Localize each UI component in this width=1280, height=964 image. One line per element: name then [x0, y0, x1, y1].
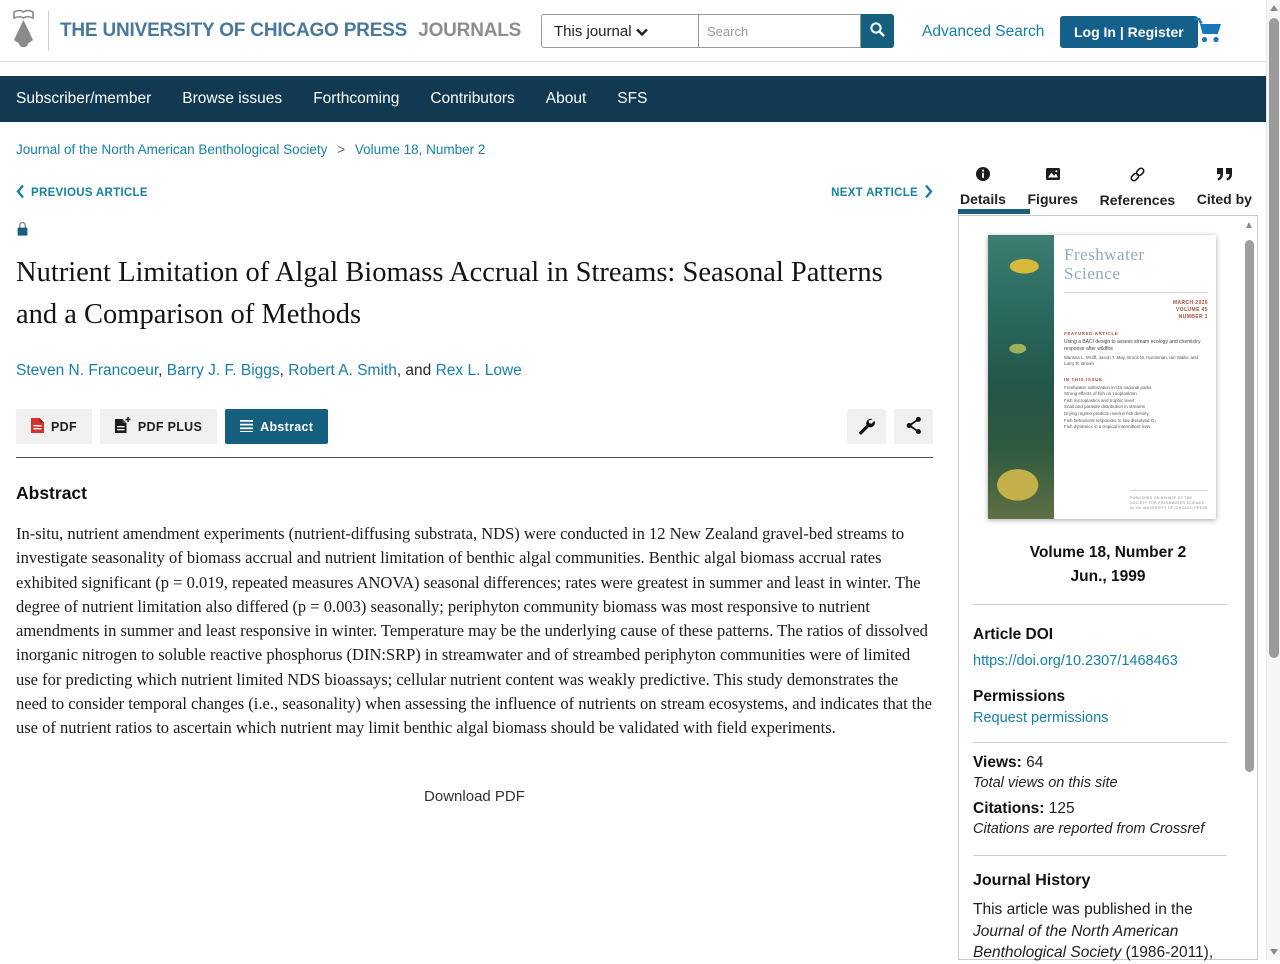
author-list: Steven N. Francoeur, Barry J. F. Biggs, Robert A. Smith, and Rex L. Lowe: [16, 362, 522, 379]
abstract-tab-button[interactable]: Abstract: [225, 409, 328, 444]
doi-link[interactable]: https://doi.org/10.2307/1468463: [973, 653, 1178, 669]
pdf-plus-button[interactable]: PDF PLUS: [100, 409, 217, 444]
cart-icon: [1192, 33, 1224, 48]
pdf-plus-file-icon: [115, 417, 131, 436]
pdf-file-icon: [31, 418, 44, 436]
cover-issue-date: MARCH 2026 VOLUME 45 NUMBER 1: [1172, 300, 1208, 320]
page-title: Nutrient Limitation of Algal Biomass Accrual in Streams: Seasonal Patterns and a Comparison of Methods: [16, 257, 883, 330]
views-row: Views: 64: [973, 754, 1044, 771]
cover-journal-title: Freshwater Science: [1064, 245, 1145, 283]
nav-item-forthcoming[interactable]: Forthcoming: [313, 90, 400, 107]
permissions-label: Permissions: [973, 688, 1066, 705]
download-pdf-link[interactable]: Download PDF: [424, 788, 525, 805]
panel-scrollbar-thumb[interactable]: [1245, 240, 1254, 772]
sidebar-tabs: [958, 166, 1254, 208]
restricted-access-lock-icon: [16, 220, 29, 242]
nav-item-contributors[interactable]: Contributors: [430, 90, 515, 107]
search-scope-dropdown[interactable]: [541, 14, 699, 48]
citations-row: Citations: 125: [973, 800, 1075, 817]
abstract-heading: Abstract: [16, 483, 87, 503]
cover-text-column: [1054, 235, 1216, 519]
abstract-text: In-situ, nutrient amendment experiments (nutrient-diffusing substrata, NDS) were conducted in 12 New Zealand gravel-bed streams to investigate seasonality of biomass accrual and nutrient limitation of benthic algal communities. Benthic algal biomass accrual rates exhibited significant (p = 0.019, repeated measures ANOVA) seasonal differences; rates were greatest in summer and least in winter. The degree of nutrient limitation also differed (p = 0.003) seasonally; periphyton community biomass was most responsive to nutrient amendments in summer and least responsive in winter. Temperature may be the underlying cause of these patterns. The ratios of dissolved inorganic nitrogen to soluble reactive phosphorus (DIN:SRP) in streamwater and of streambed periphyton communities were of limited use for predicting which nutrient limited NDS bioassays; cellular nutrient content was weakly predictive. This study demonstrates the need to consider temporal changes (i.e., seasonality) when assessing the influence of nutrients on stream ecosystems, and indicates that the use of nutrient ratios to ascertain which nutrient may limit benthic algal biomass should be validated with field experiments.: [16, 524, 932, 738]
wordmark: [60, 20, 521, 42]
tab-cited-by[interactable]: Cited by: [1195, 166, 1254, 208]
cart-button[interactable]: [1192, 15, 1224, 48]
nav-item-about[interactable]: About: [545, 90, 587, 107]
cover-featured-title: Using a BACI design to assess stream ecology and chemistry response after wildfire: [1064, 339, 1201, 352]
panel-scrollbar[interactable]: [1243, 216, 1256, 959]
nav-item-browse-issues[interactable]: Browse issues: [182, 90, 283, 107]
search-input[interactable]: [699, 14, 861, 48]
details-panel: [958, 215, 1258, 960]
cover-in-this-issue-label: IN THIS ISSUE: [1064, 376, 1103, 382]
page-scrollbar[interactable]: [1266, 0, 1280, 960]
views-note: Total views on this site: [973, 775, 1118, 791]
wordmark-journals: JOURNALS: [418, 20, 522, 41]
info-icon: [975, 166, 991, 187]
sidebar-date: Jun., 1999: [1070, 568, 1146, 585]
author-link[interactable]: Rex L. Lowe: [435, 362, 522, 379]
citations-note: Citations are reported from Crossref: [973, 821, 1205, 837]
search-button[interactable]: [861, 14, 894, 48]
breadcrumb-issue-link[interactable]: Volume 18, Number 2: [354, 142, 486, 157]
tab-figures[interactable]: Figures: [1026, 166, 1081, 208]
request-permissions-link[interactable]: Request permissions: [973, 710, 1109, 726]
journal-cover[interactable]: [988, 235, 1216, 519]
citations-count: 125: [1048, 800, 1075, 817]
list-icon: [240, 419, 253, 435]
breadcrumb: [16, 142, 485, 157]
cover-featured-authors: Marissa L. Wulff, Jason T. May, Brock M. Huntsman, Ian Waite, and Larry R. Brown: [1064, 354, 1199, 366]
advanced-search-link[interactable]: Advanced Search: [922, 23, 1045, 40]
next-article-link[interactable]: NEXT ARTICLE: [831, 184, 933, 202]
cover-photo: [988, 235, 1054, 519]
quote-icon: [1216, 166, 1233, 187]
article-toolbar: [16, 409, 933, 444]
views-count: 64: [1026, 754, 1044, 771]
tab-details[interactable]: Details: [958, 166, 1008, 208]
search-scope-value: This journal: [554, 22, 632, 40]
cover-issue-list: Freshwater salinization in US national parks Strong effects of fish on zooplankton Fish microplastics and trophic level Snail and parasite distribution in streams Drying regime predicts riverine fish density Fish behavioral responses to low dissolved O₂ Fish dynamics in a tropical intermittent river: [1064, 384, 1157, 430]
previous-article-link[interactable]: PREVIOUS ARTICLE: [16, 184, 148, 202]
journal-history-text: This article was published in the Journal of the North American Benthological Society (1986-2011),: [973, 901, 1214, 961]
panel-scroll-up-arrow[interactable]: [1246, 222, 1252, 228]
press-logo[interactable]: [8, 9, 521, 53]
tools-button[interactable]: [847, 409, 886, 444]
page-scrollbar-thumb[interactable]: [1269, 18, 1279, 658]
history-journal-name: Journal of the North American Benthological Society: [973, 922, 1179, 961]
sidebar-issue: Volume 18, Number 2: [1029, 544, 1187, 561]
chevron-left-icon: [16, 184, 25, 202]
breadcrumb-journal-link[interactable]: Journal of the North American Benthological Society: [16, 142, 328, 157]
nav-item-sfs[interactable]: SFS: [617, 90, 648, 107]
search-icon: [869, 21, 886, 41]
share-icon: [905, 416, 923, 438]
wordmark-press: THE UNIVERSITY OF CHICAGO PRESS: [60, 20, 408, 41]
journal-history-label: Journal History: [973, 872, 1091, 889]
tab-references[interactable]: References: [1098, 166, 1178, 208]
nav-item-subscriber-member[interactable]: Subscriber/member: [16, 90, 152, 107]
cover-publisher: PUBLISHED ON BEHALF OF THE SOCIETY FOR FRESHWATER SCIENCE by the UNIVERSITY OF CHICAGO PRESS: [1130, 490, 1208, 511]
chevron-down-icon: [632, 23, 648, 40]
author-link[interactable]: Steven N. Francoeur: [16, 362, 159, 379]
primary-nav: [0, 76, 1266, 122]
breadcrumb-separator: >: [337, 142, 346, 157]
phoenix-crest-icon: [8, 9, 39, 54]
page-scroll-up-arrow[interactable]: [1270, 5, 1278, 11]
share-button[interactable]: [894, 409, 933, 444]
author-link[interactable]: Barry J. F. Biggs: [166, 362, 280, 379]
figures-icon: [1045, 166, 1061, 187]
wrench-icon: [857, 416, 876, 438]
references-link-icon: [1129, 166, 1146, 188]
active-tab-indicator: [958, 209, 1030, 214]
author-link[interactable]: Robert A. Smith: [288, 362, 397, 379]
login-register-button[interactable]: Log In | Register: [1060, 16, 1198, 48]
chevron-right-icon: [924, 184, 933, 202]
doi-label: Article DOI: [973, 626, 1054, 643]
logo-divider: [48, 11, 49, 51]
cover-featured-label: FEATURED ARTICLE: [1064, 331, 1119, 336]
section-divider: [16, 457, 933, 458]
page-scroll-down-arrow[interactable]: [1270, 949, 1278, 955]
site-header: [0, 0, 1266, 62]
pdf-button[interactable]: PDF: [16, 409, 92, 444]
